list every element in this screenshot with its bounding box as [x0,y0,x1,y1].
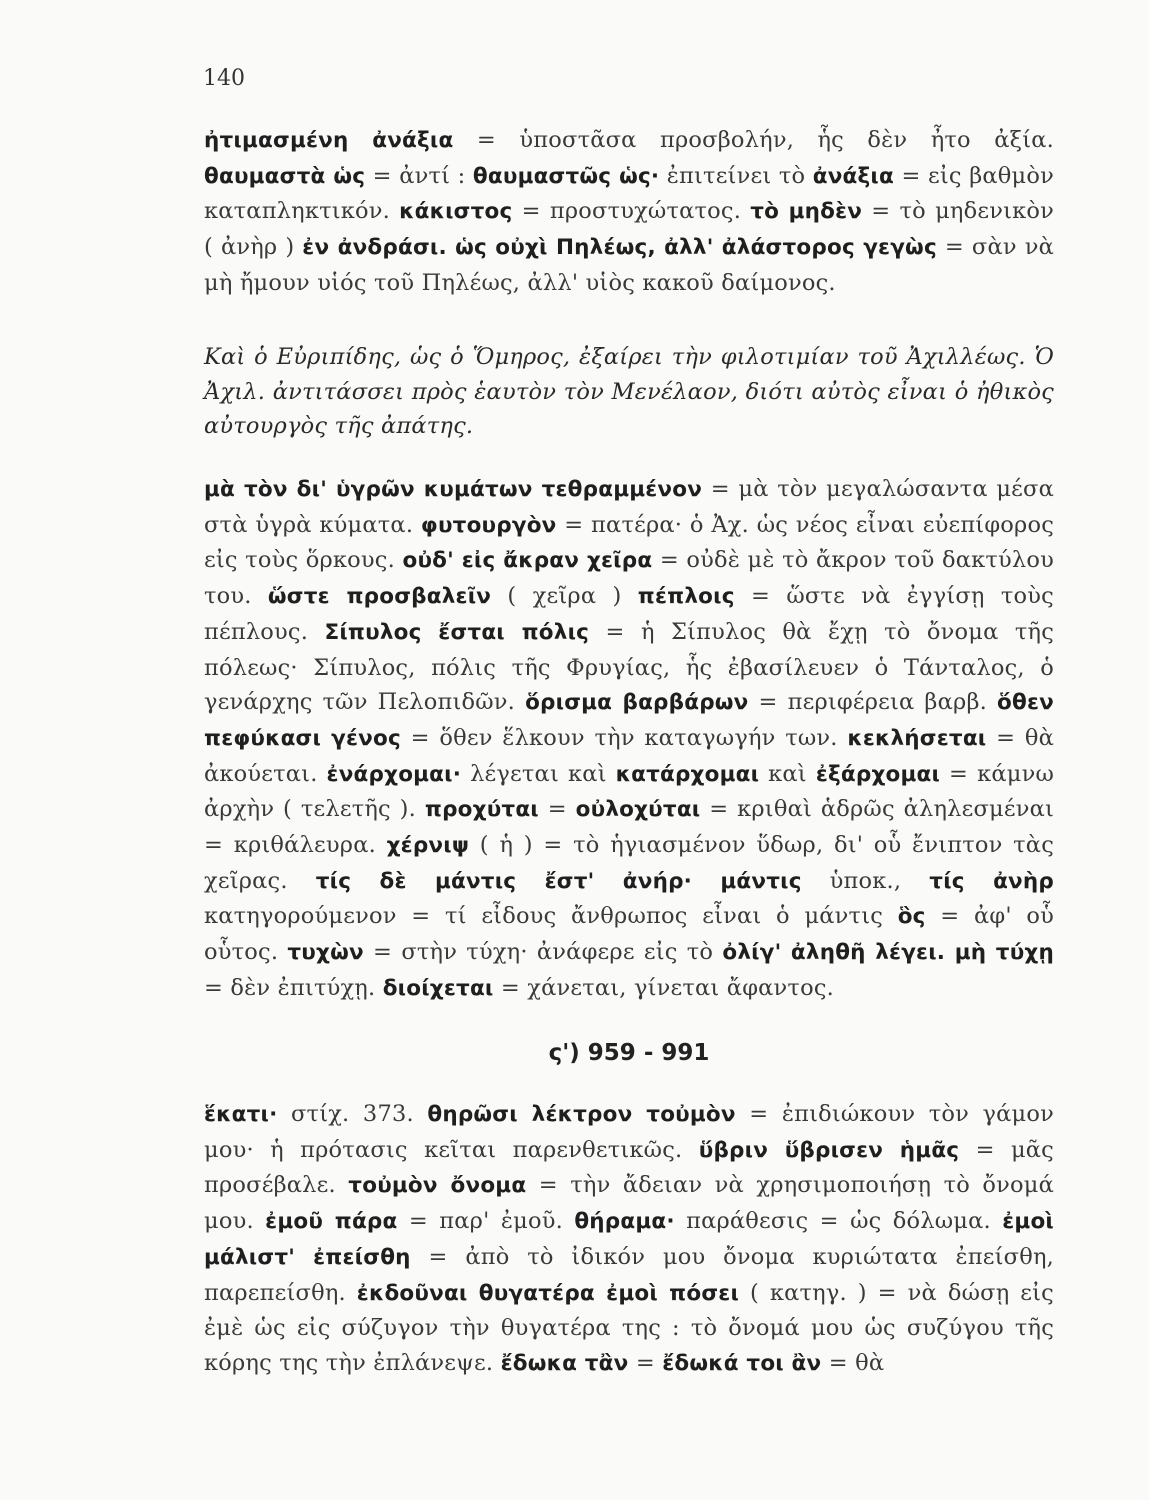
gloss-text: στίχ. 373. [277,1101,428,1127]
bold-lemma: ἐμοῦ πάρα [265,1209,398,1235]
gloss-text: = ἡ Σίπυλος θὰ ἔχῃ τὸ ὄνομα τῆς πόλεως· Σίπυλος, πόλις τῆς Φρυγίας, ἧς ἐβασίλευεν ὁ Τάνταλος, ὁ γενάρχης τῶν Πελοπιδῶν. [204,618,1055,716]
bold-lemma: θηρῶσι λέκτρον τοὐμὸν [427,1102,736,1127]
bold-lemma: ὕβριν ὕβρισεν ἡμᾶς [698,1137,960,1163]
bold-lemma: ἐν ἀνδράσι. ὡς οὐχὶ Πηλέως, ἀλλ' ἀλάστορος γεγὼς [302,235,937,261]
bold-lemma: θήραμα· [574,1209,675,1235]
gloss-text: = οὐδὲ μὲ τὸ ἄκρον τοῦ δακτύλου του. [204,547,1054,610]
gloss-text: = μὰ τὸν μεγαλώσαντα μέσα στὰ ὑγρὰ κύματα. [204,476,1054,538]
gloss-text: κατηγορούμενον = τί εἶδους ἄνθρωπος εἶναι ὁ μάντις [204,903,898,930]
bold-lemma: ὥστε προσβαλεῖν [267,584,492,610]
bold-lemma: ἠτιμασμένη ἀνάξια [204,128,454,153]
gloss-text: = τὸ μηδενικὸν ( ἀνὴρ ) [204,198,1054,261]
bold-lemma: τὸ μηδὲν [750,199,863,225]
page-number: 140 [203,66,245,91]
bold-lemma: ἔδωκά τοι ἂν [662,1350,822,1376]
gloss-text: = ἀπὸ τὸ ἰδικόν μου ὄνομα κυριώτατα ἐπείσθη, παρεπείσθη. [204,1243,1054,1306]
bold-lemma: θαυμαστὰ ὡς [204,163,366,189]
gloss-text: = ἐπιδιώκουν τὸν γάμον μου· ἡ πρότασις κεῖται παρενθετικῶς. [204,1101,1054,1163]
gloss-text: = ὥστε νὰ ἐγγίσῃ τοὺς πέπλους. [204,583,1054,645]
gloss-text: παράθεσις = ὡς δόλωμα. [674,1208,1003,1235]
section-heading: ς') 959 - 991 [548,1040,710,1066]
gloss-text: = ὅθεν ἕλκουν τὴν καταγωγήν των. [400,724,848,751]
paragraph-3 [204,472,1054,1007]
bold-lemma: ἕκατι· [204,1102,278,1127]
bold-lemma: διοίχεται [382,975,494,1001]
gloss-text: ἐπιτείνει τὸ [659,162,813,189]
bold-lemma: ἐμοὶ μάλιστ' ἐπείσθη [204,1209,1054,1270]
bold-lemma: ἔδωκα τἂν [500,1350,629,1376]
bold-lemma: ἐνάρχομαι· [326,761,462,787]
gloss-text: = δὲν ἐπιτύχῃ. [204,974,383,1001]
bold-lemma: προχύται [424,797,539,823]
bold-lemma: ὅθεν πεφύκασι γένος [204,690,1055,751]
bold-lemma: χέρνιψ [386,833,470,859]
gloss-text: = τὴν ἄδειαν νὰ χρησιμοποιήσῃ τὸ ὄνομά μου. [204,1172,1054,1235]
paragraph-2: Καὶ ὁ Εὐριπίδης, ὡς ὁ Ὅμηρος, ἐξαίρει τὴν φιλοτιμίαν τοῦ Ἀχιλλέως. Ὁ Ἀχιλ. ἀντιτάσσει πρὸς ἑαυτὸν τὸν Μενέλαον, διότι αὐτὸς εἶναι ὁ ἠθικὸς αὐτουργὸς τῆς ἀπάτης. [204,344,1054,440]
bold-lemma: ὃς [897,904,926,930]
bold-lemma: θαυμαστῶς ὡς· [472,163,660,189]
gloss-text: ὑποκ., [801,867,930,894]
gloss-text: = μᾶς προσέβαλε. [204,1136,1054,1199]
bold-lemma: ἐξάρχομαι [815,761,941,787]
gloss-text: = προστυχώτατος. [512,198,751,225]
gloss-text: = ἀφ' οὗ οὗτος. [204,903,1055,966]
bold-lemma: φυτουργὸν [420,512,557,538]
bold-lemma: ἀνάξια [812,163,894,189]
gloss-text: = περιφέρεια βαρβ. [748,689,998,716]
gloss-text: = πατέρα· ὁ Ἀχ. ὡς νέος εἶναι εὐεπίφορος εἰς τοὺς ὅρκους. [204,511,1054,574]
gloss-text: ( κατηγ. ) = νὰ δώσῃ εἰς ἐμὲ ὡς εἰς σύζυγον τὴν θυγατέρα της : τὸ ὄνομά μου ὡς συζύγου τῆς κόρης της τὴν ἐπλάνεψε. [204,1279,1054,1376]
gloss-text: = θὰ ἀκούεται. [204,724,1054,787]
bold-lemma: τοὐμὸν ὄνομα [348,1173,527,1199]
gloss-text: = παρ' ἐμοῦ. [397,1208,575,1235]
paragraph-4 [204,1097,1054,1382]
bold-lemma: πέπλοις [637,584,735,610]
gloss-text: = [538,796,576,823]
gloss-text: καὶ [759,760,816,787]
bold-lemma: οὐδ' εἰς ἄκραν χεῖρα [402,548,653,574]
bold-lemma: οὐλοχύται [575,797,701,823]
bold-lemma: τίς δὲ μάντις ἔστ' ἀνήρ· μάντις [315,868,802,894]
gloss-text: = [628,1349,663,1376]
bold-lemma: τυχὼν [287,940,364,966]
bold-lemma: κάκιστος [399,199,513,225]
bold-lemma: μὰ τὸν δι' ὑγρῶν κυμάτων τεθραμμένον [204,477,703,502]
gloss-text: = ὑποστᾶσα προσβολήν, ἧς δὲν ἦτο ἀξία. [453,127,1054,153]
bold-lemma: ὅρισμα βαρβάρων [525,690,749,716]
gloss-text: = χάνεται, γίνεται ἄφαντος. [493,974,834,1001]
bold-lemma: τίς ἀνὴρ [929,868,1054,894]
gloss-text: = σὰν νὰ μὴ ἤμουν υἱός τοῦ Πηλέως, ἀλλ' υἱὸς κακοῦ δαίμονος. [204,234,1054,296]
gloss-text: = στὴν τύχη· ἀνάφερε εἰς τὸ [363,939,723,966]
gloss-text: λέγεται καὶ [461,760,616,787]
gloss-text: = ἀντί : [365,162,473,189]
bold-lemma: ἐκδοῦναι θυγατέρα ἐμοὶ πόσει [356,1280,740,1306]
bold-lemma: Σίπυλος ἔσται πόλις [324,619,590,645]
paragraph-1 [204,123,1054,301]
gloss-text: = θὰ [821,1349,885,1376]
gloss-text: = εἰς βαθμὸν καταπληκτικόν. [204,162,1054,225]
bold-lemma: ὀλίγ' ἀληθῆ λέγει. μὴ τύχῃ [722,940,1054,966]
gloss-text: ( χεῖρα ) [491,583,638,610]
gloss-text: ( ἡ ) = τὸ ἡγιασμένον ὕδωρ, δι' οὗ ἔνιπτον τὰς χεῖρας. [204,832,1054,894]
gloss-text: = κριθαὶ ἁδρῶς ἀληλεσμέναι = κριθάλευρα. [204,796,1054,859]
gloss-text: = κάμνω ἀρχὴν ( τελετῆς ). [204,760,1055,823]
bold-lemma: κεκλήσεται [847,725,987,751]
bold-lemma: κατάρχομαι [615,761,760,787]
